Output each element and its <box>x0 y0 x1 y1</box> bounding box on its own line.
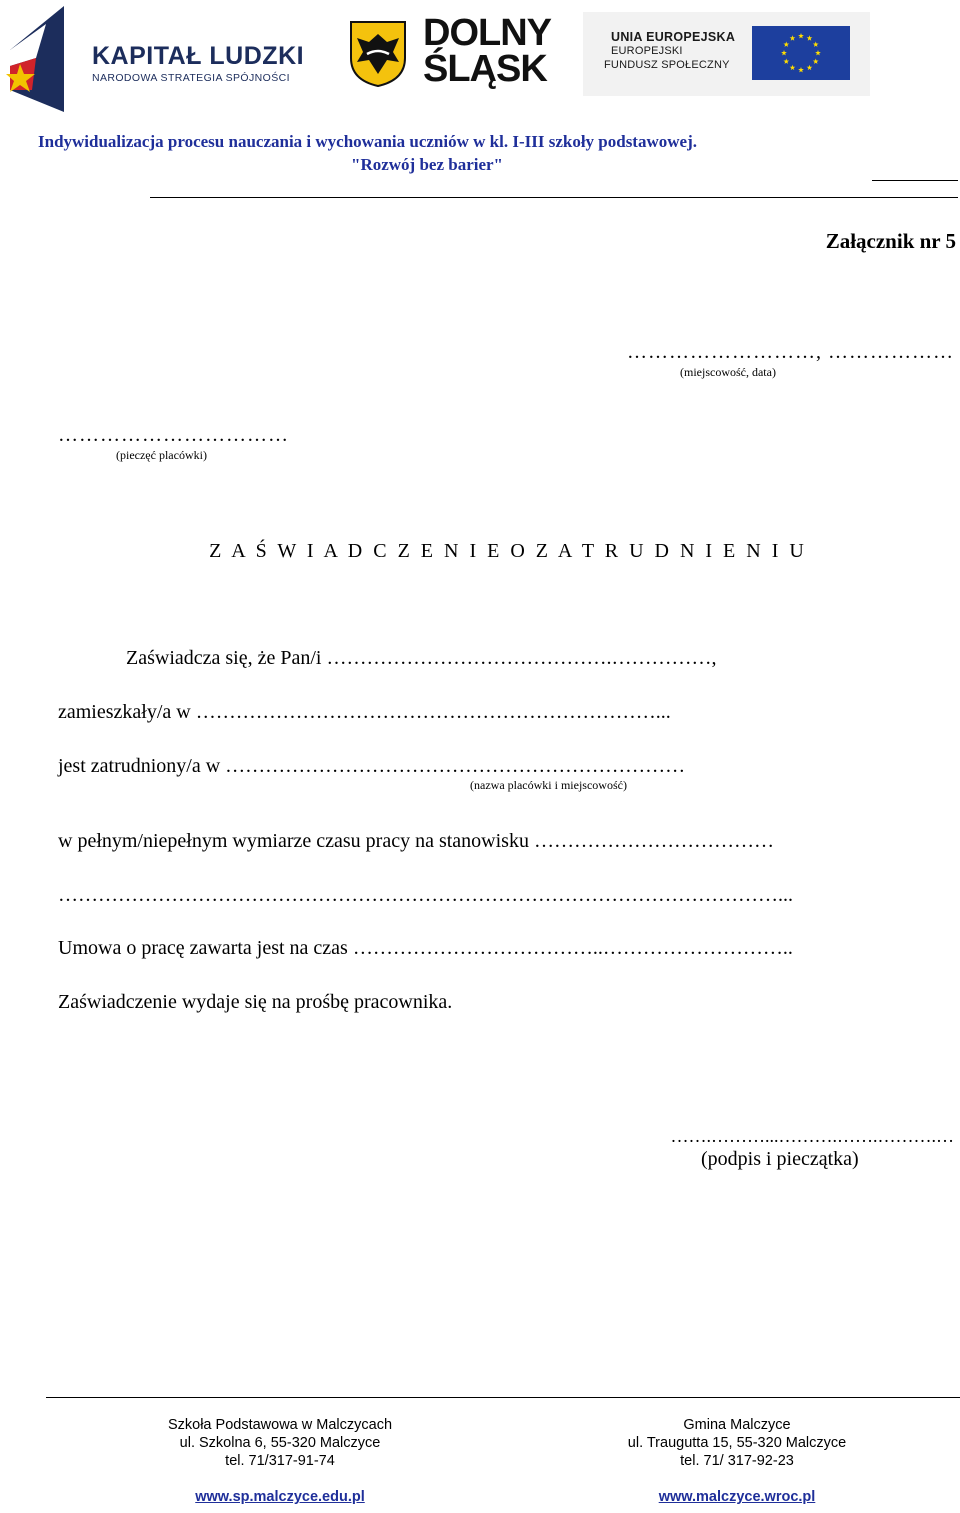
ue-logo-line2: EUROPEJSKI <box>611 45 683 57</box>
project-title-line1: Indywidualizacja procesu nauczania i wychowania uczniów w kl. I-III szkoły podstawowej. <box>38 132 697 151</box>
footer-rule <box>46 1397 960 1398</box>
dolny-slask-line1: DOLNY <box>423 12 551 54</box>
dolny-slask-line2: ŚLĄSK <box>423 48 547 90</box>
kapital-ludzki-subtitle: NARODOWA STRATEGIA SPÓJNOŚCI <box>92 72 290 84</box>
dolny-slask-crest-icon <box>349 20 407 88</box>
stamp-label: (pieczęć placówki) <box>116 448 207 462</box>
footer-gmina-phone: tel. 71/ 317-92-23 <box>680 1453 794 1469</box>
body-line-name: Zaświadcza się, że Pan/i …………………………………….……………, <box>126 647 717 669</box>
kapital-ludzki-flag-icon <box>6 6 66 112</box>
signature-label: (podpis i pieczątka) <box>701 1148 859 1170</box>
document-title: Z A Ś W I A D C Z E N I E O Z A T R U D N I E N I U <box>209 540 807 562</box>
body-line-residence: zamieszkały/a w ……………………………………………………………... <box>58 701 671 723</box>
body-line-request: Zaświadczenie wydaje się na prośbę pracownika. <box>58 991 453 1013</box>
footer-gmina-link[interactable]: www.malczyce.wroc.pl <box>658 1489 816 1505</box>
body-line-position: w pełnym/niepełnym wymiarze czasu pracy na stanowisku ……………………………… <box>58 830 774 852</box>
footer-school-link[interactable]: www.sp.malczyce.edu.pl <box>195 1489 365 1505</box>
place-date-label: (miejscowość, data) <box>680 365 776 379</box>
ue-logo-line1: UNIA EUROPEJSKA <box>611 30 736 44</box>
body-line-position-cont: ………………………………………………………………………………………………... <box>58 884 793 906</box>
footer-school-phone: tel. 71/317-91-74 <box>225 1453 335 1469</box>
annex-number: Załącznik nr 5 <box>825 229 956 253</box>
stamp-field: …………………………… <box>58 424 289 446</box>
footer-school-name: Szkoła Podstawowa w Malczycach <box>167 1417 393 1433</box>
kapital-ludzki-name: KAPITAŁ LUDZKI <box>92 42 305 70</box>
place-date-field: ………………………, ……………… <box>627 341 954 363</box>
footer-school-address: ul. Szkolna 6, 55-320 Malczyce <box>179 1435 381 1451</box>
header-rule-short <box>872 180 958 181</box>
footer-gmina-address: ul. Traugutta 15, 55-320 Malczyce <box>627 1435 847 1451</box>
facility-label: (nazwa placówki i miejscowość) <box>470 778 627 792</box>
ue-logo-line3: FUNDUSZ SPOŁECZNY <box>604 59 730 71</box>
signature-field: …….………...……….…….……….… <box>670 1126 954 1146</box>
footer-gmina-name: Gmina Malczyce <box>683 1417 791 1433</box>
eu-flag-icon <box>752 26 850 80</box>
project-title-line2: "Rozwój bez barier" <box>351 155 503 174</box>
header-rule <box>150 197 958 198</box>
body-line-employer: jest zatrudniony/a w …………………………………………………………… <box>58 755 686 777</box>
body-line-contract: Umowa o pracę zawarta jest na czas ………………………………..……………………….. <box>58 937 793 959</box>
